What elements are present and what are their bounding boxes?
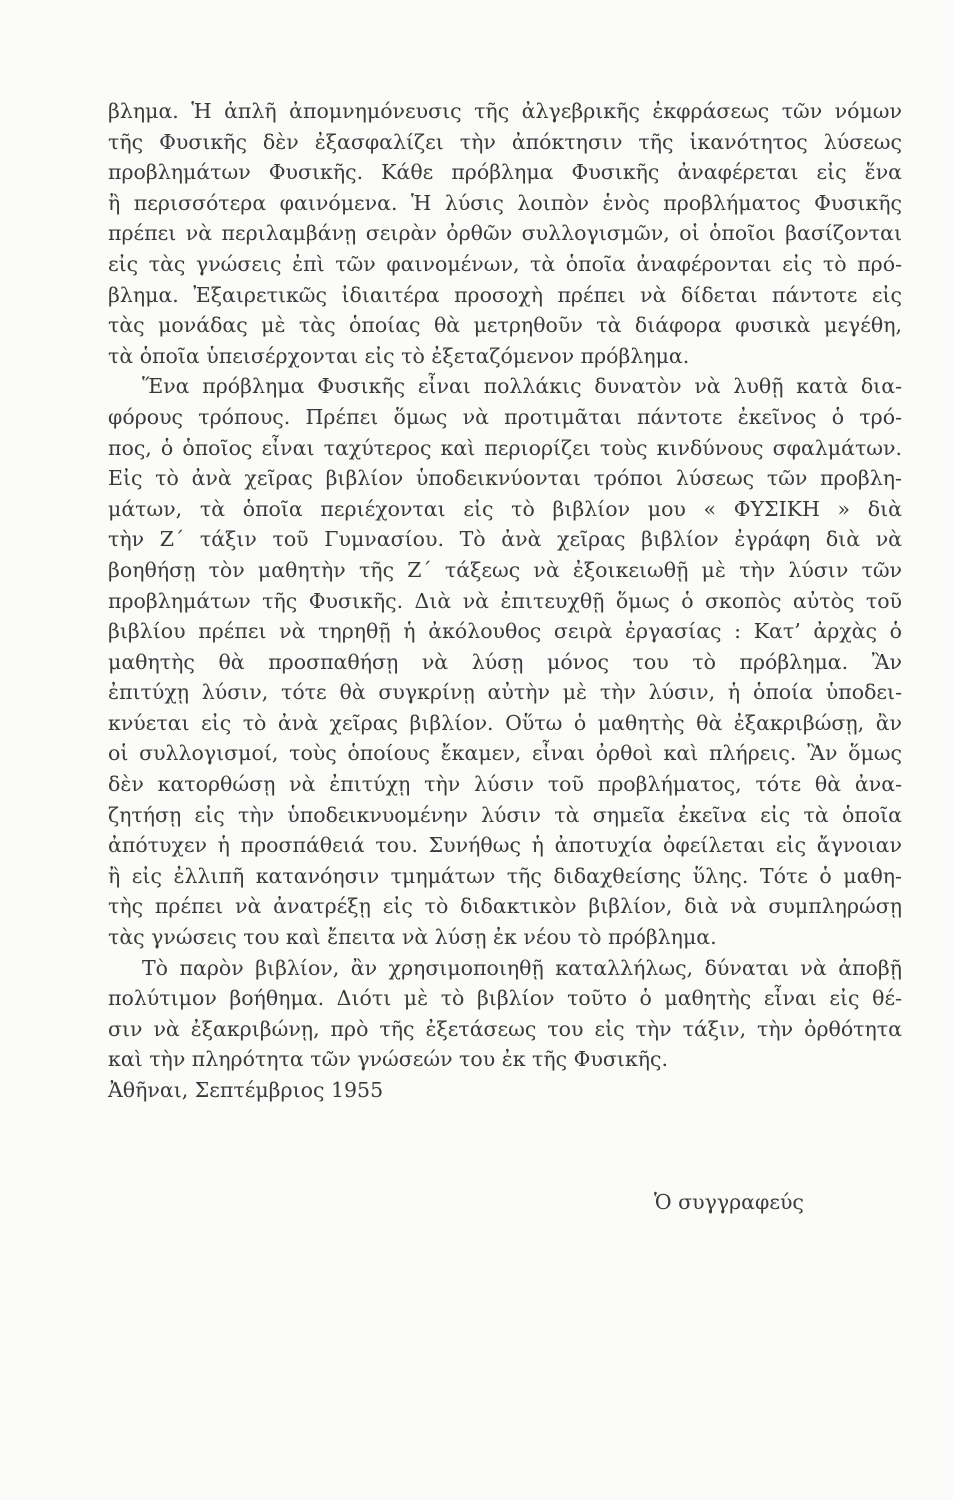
text-line: δὲν κατορθώσῃ νὰ ἐπιτύχῃ τὴν λύσιν τοῦ προβλήματος, τότε θὰ ἀνα- <box>108 772 902 797</box>
preface-text <box>108 96 902 1075</box>
dateline: Ἀθῆναι, Σεπτέμβριος 1955 <box>108 1078 384 1102</box>
text-line: βλημα. Ἡ ἁπλῆ ἀπομνημόνευσις τῆς ἀλγεβρικῆς ἐκφράσεως τῶν νόμων <box>108 99 902 123</box>
text-line: τὰ ὁποῖα ὑπεισέρχονται εἰς τὸ ἐξεταζόμενον πρόβλημα. <box>108 343 690 368</box>
text-line: εἰς τὰς γνώσεις ἐπὶ τῶν φαινομένων, τὰ ὁποῖα ἀναφέρονται εἰς τὸ πρό- <box>108 251 902 276</box>
text-line: βλημα. Ἐξαιρετικῶς ἰδιαιτέρα προσοχὴ πρέπει νὰ δίδεται πάντοτε εἰς <box>108 282 902 307</box>
text-line: σιν νὰ ἐξακριβώνῃ, πρὸ τῆς ἐξετάσεως του εἰς τὴν τάξιν, τὴν ὀρθότητα <box>108 1016 902 1041</box>
text-line: πος, ὁ ὁποῖος εἶναι ταχύτερος καὶ περιορίζει τοὺς κινδύνους σφαλμάτων. <box>108 435 902 460</box>
text-line: φόρους τρόπους. Πρέπει ὅμως νὰ προτιμᾶται πάντοτε ἐκεῖνος ὁ τρό- <box>108 404 902 429</box>
text-line: ἐπιτύχῃ λύσιν, τότε θὰ συγκρίνῃ αὐτὴν μὲ τὴν λύσιν, ἡ ὁποία ὑποδει- <box>108 680 902 705</box>
text-line: ἀπότυχεν ἡ προσπάθειά του. Συνήθως ἡ ἀποτυχία ὀφείλεται εἰς ἄγνοιαν <box>108 833 902 858</box>
text-line: τὰς μονάδας μὲ τὰς ὁποίας θὰ μετρηθοῦν τὰ διάφορα φυσικὰ μεγέθη, <box>108 313 902 338</box>
text-line: καὶ τὴν πληρότητα τῶν γνώσεών του ἐκ τῆς Φυσικῆς. <box>108 1047 669 1072</box>
author-signature: Ὁ συγγραφεύς <box>654 1190 804 1214</box>
text-line: μάτων, τὰ ὁποῖα περιέχονται εἰς τὸ βιβλίον μου « ΦΥΣΙΚΗ » διὰ <box>108 496 902 521</box>
text-line: ζητήσῃ εἰς τὴν ὑποδεικνυομένην λύσιν τὰ σημεῖα ἐκεῖνα εἰς τὰ ὁποῖα <box>108 802 902 827</box>
text-line: ἢ εἰς ἐλλιπῆ κατανόησιν τμημάτων τῆς διδαχθείσης ὕλης. Τότε ὁ μαθη- <box>108 863 902 888</box>
text-line: πολύτιμον βοήθημα. Διότι μὲ τὸ βιβλίον τοῦτο ὁ μαθητὴς εἶναι εἰς θέ- <box>108 986 902 1011</box>
text-line: τὴς πρέπει νὰ ἀνατρέξῃ εἰς τὸ διδακτικὸν βιβλίον, διὰ νὰ συμπληρώσῃ <box>108 894 902 919</box>
text-line: προβλημάτων Φυσικῆς. Κάθε πρόβλημα Φυσικῆς ἀναφέρεται εἰς ἕνα <box>108 160 902 185</box>
text-line: οἱ συλλογισμοί, τοὺς ὁποίους ἔκαμεν, εἶναι ὀρθοὶ καὶ πλήρεις. Ἂν ὅμως <box>108 741 902 766</box>
paragraph <box>108 371 902 952</box>
text-line: προβλημάτων τῆς Φυσικῆς. Διὰ νὰ ἐπιτευχθῇ ὅμως ὁ σκοπὸς αὐτὸς τοῦ <box>108 588 902 613</box>
text-line: πρέπει νὰ περιλαμβάνῃ σειρὰν ὀρθῶν συλλογισμῶν, οἱ ὁποῖοι βασίζονται <box>108 221 902 246</box>
text-line: ἢ περισσότερα φαινόμενα. Ἡ λύσις λοιπὸν ἑνὸς προβλήματος Φυσικῆς <box>108 190 902 215</box>
text-line: βοηθήσῃ τὸν μαθητὴν τῆς Ζ΄ τάξεως νὰ ἐξοικειωθῇ μὲ τὴν λύσιν τῶν <box>108 557 902 582</box>
text-line: Εἰς τὸ ἀνὰ χεῖρας βιβλίον ὑποδεικνύονται τρόποι λύσεως τῶν προβλη- <box>108 466 902 491</box>
text-line: βιβλίου πρέπει νὰ τηρηθῇ ἡ ἀκόλουθος σειρὰ ἐργασίας : Κατ’ ἀρχὰς ὁ <box>108 619 902 644</box>
text-line: Τὸ παρὸν βιβλίον, ἂν χρησιμοποιηθῇ καταλλήλως, δύναται νὰ ἀποβῇ <box>142 955 902 980</box>
text-line: μαθητὴς θὰ προσπαθήσῃ νὰ λύσῃ μόνος του τὸ πρόβλημα. Ἂν <box>108 649 902 674</box>
paragraph <box>108 96 902 371</box>
text-line: κνύεται εἰς τὸ ἀνὰ χεῖρας βιβλίον. Οὕτω ὁ μαθητὴς θὰ ἐξακριβώσῃ, ἂν <box>108 710 902 735</box>
text-line: τὰς γνώσεις του καὶ ἔπειτα νὰ λύσῃ ἐκ νέου τὸ πρόβλημα. <box>108 925 717 950</box>
paragraph <box>108 953 902 1075</box>
page-body <box>108 96 902 1106</box>
text-line: τῆς Φυσικῆς δὲν ἐξασφαλίζει τὴν ἀπόκτησιν τῆς ἱκανότητος λύσεως <box>108 129 902 154</box>
text-line: τὴν Ζ΄ τάξιν τοῦ Γυμνασίου. Τὸ ἀνὰ χεῖρας βιβλίον ἐγράφη διὰ νὰ <box>108 527 902 552</box>
text-line: Ἕνα πρόβλημα Φυσικῆς εἶναι πολλάκις δυνατὸν νὰ λυθῇ κατὰ δια- <box>142 374 902 399</box>
